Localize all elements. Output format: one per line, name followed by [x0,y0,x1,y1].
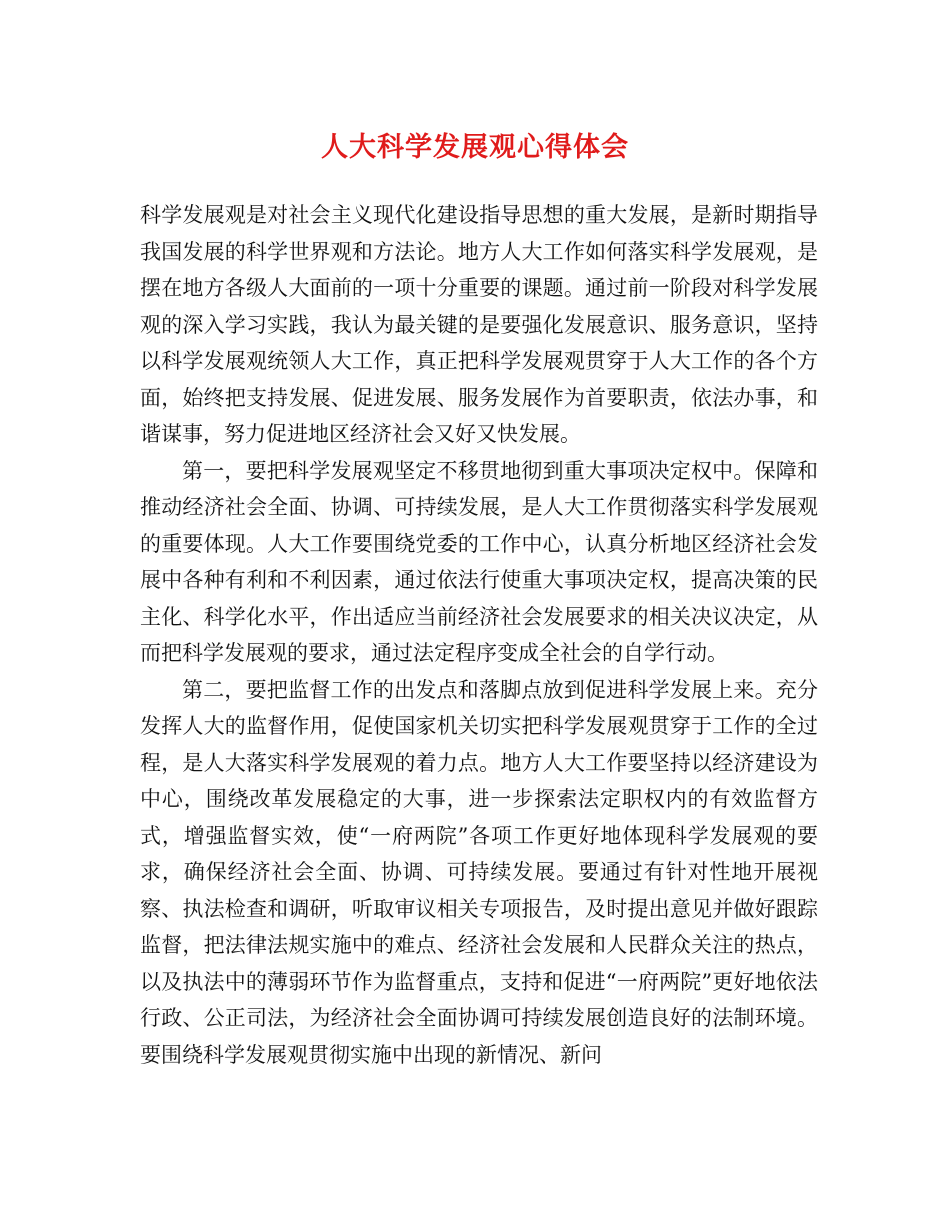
paragraph-first-point: 第一，要把科学发展观坚定不移贯地彻到重大事项决定权中。保障和推动经济社会全面、协调、可持续发展，是人大工作贯彻落实科学发展观的重要体现。人大工作要围绕党委的工作中心，认真分析地区经济社会发展中各种有利和不利因素，通过依法行使重大事项决定权，提高决策的民主化、科学化水平，作出适应当前经济社会发展要求的相关决议决定，从而把科学发展观的要求，通过法定程序变成全社会的自学行动。 [140,458,818,665]
paragraph-intro: 科学发展观是对社会主义现代化建设指导思想的重大发展，是新时期指导我国发展的科学世界观和方法论。地方人大工作如何落实科学发展观，是摆在地方各级人大面前的一项十分重要的课题。通过前一阶段对科学发展观的深入学习实践，我认为最关键的是要强化发展意识、服务意识，坚持以科学发展观统领人大工作，真正把科学发展观贯穿于人大工作的各个方面，始终把支持发展、促进发展、服务发展作为首要职责，依法办事，和谐谋事，努力促进地区经济社会又好又快发展。 [140,203,818,446]
document-title: 人大科学发展观心得体会 [321,132,629,163]
document-body [140,197,818,1073]
paragraph-second-point: 第二，要把监督工作的出发点和落脚点放到促进科学发展上来。充分发挥人大的监督作用，促使国家机关切实把科学发展观贯穿于工作的全过程，是人大落实科学发展观的着力点。地方人大工作要坚持以经济建设为中心，围绕改革发展稳定的大事，进一步探索法定职权内的有效监督方式，增强监督实效，使“一府两院”各项工作更好地体现科学发展观的要求，确保经济社会全面、协调、可持续发展。要通过有针对性地开展视察、执法检查和调研，听取审议相关专项报告，及时提出意见并做好跟踪监督，把法律法规实施中的难点、经济社会发展和人民群众关注的热点，以及执法中的薄弱环节作为监督重点，支持和促进“一府两院”更好地依法行政、公正司法，为经济社会全面协调可持续发展创造良好的法制环境。要围绕科学发展观贯彻实施中出现的新情况、新问 [140,677,818,1067]
